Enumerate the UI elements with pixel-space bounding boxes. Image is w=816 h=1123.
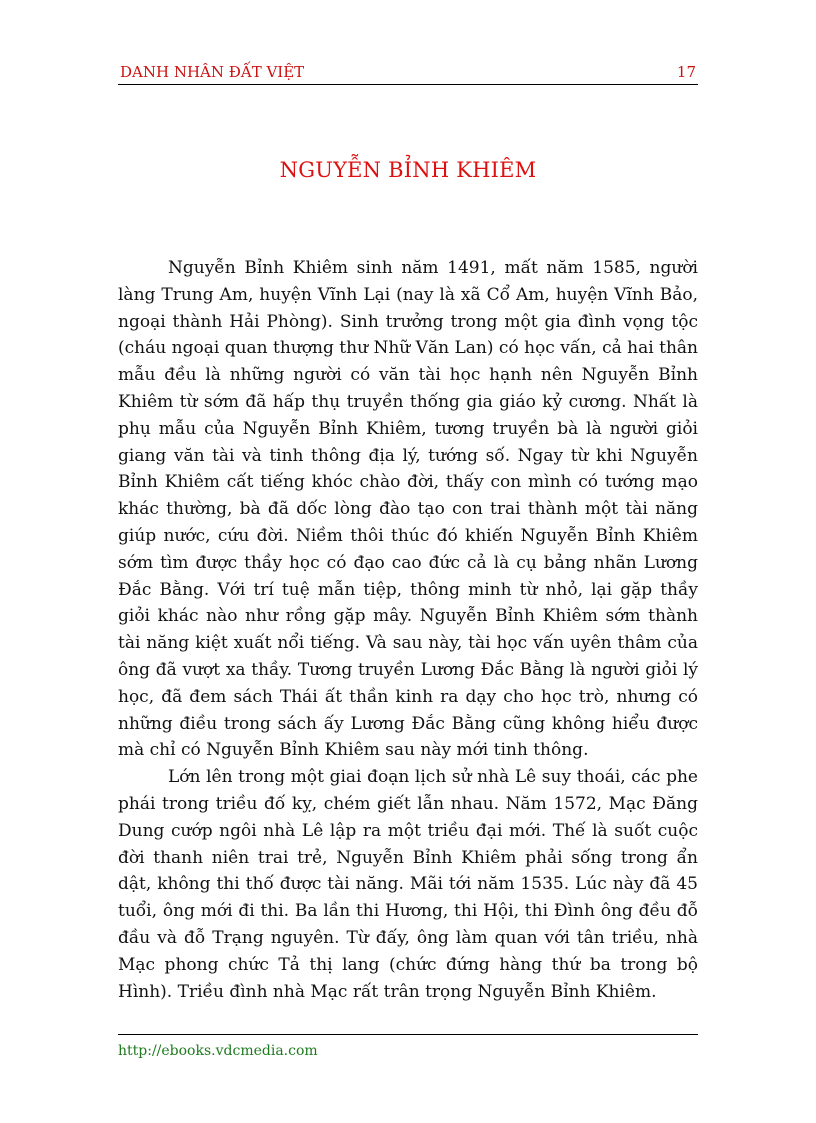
body-text (118, 255, 698, 1005)
page-number: 17 (676, 63, 696, 81)
paragraph-1: Nguyễn Bỉnh Khiêm sinh năm 1491, mất năm 1585, người làng Trung Am, huyện Vĩnh Lại (nay là xã Cổ Am, huyện Vĩnh Bảo, ngoại thành Hải Phòng). Sinh trưởng trong một gia đình vọng tộc (cháu ngoại quan thượng thư Nhữ Văn Lan) có học vấn, cả hai thân mẫu đều là những người có văn tài học hạnh nên Nguyễn Bỉnh Khiêm từ sớm đã hấp thụ truyền thống gia giáo kỷ cương. Nhất là phụ mẫu của Nguyễn Bỉnh Khiêm, tương truyền bà là người giỏi giang văn tài và tinh thông địa lý, tướng số. Ngay từ khi Nguyễn Bỉnh Khiêm cất tiếng khóc chào đời, thấy con mình có tướng mạo khác thường, bà đã dốc lòng đào tạo con trai thành một tài năng giúp nước, cứu đời. Niềm thôi thúc đó khiến Nguyễn Bỉnh Khiêm sớm tìm được thầy học có đạo cao đức cả là cụ bảng nhãn Lương Đắc Bằng. Với trí tuệ mẫn tiệp, thông minh từ nhỏ, lại gặp thầy giỏi khác nào như rồng gặp mây. Nguyễn Bỉnh Khiêm sớm thành tài năng kiệt xuất nổi tiếng. Và sau này, tài học vấn uyên thâm của ông đã vượt xa thầy. Tương truyền Lương Đắc Bằng là người giỏi lý học, đã đem sách Thái ất thần kinh ra dạy cho học trò, nhưng có những điều trong sách ấy Lương Đắc Bằng cũng không hiểu được mà chỉ có Nguyễn Bỉnh Khiêm sau này mới tinh thông. (118, 258, 698, 761)
footer-divider (118, 1034, 698, 1035)
header-book-title: DANH NHÂN ĐẤT VIỆT (120, 63, 305, 81)
chapter-title: NGUYỄN BỈNH KHIÊM (279, 158, 537, 182)
footer-link[interactable]: http://ebooks.vdcmedia.com (118, 1043, 318, 1059)
running-header (118, 62, 698, 85)
paragraph-2: Lớn lên trong một giai đoạn lịch sử nhà Lê suy thoái, các phe phái trong triều đố kỵ, chém giết lẫn nhau. Năm 1572, Mạc Đăng Dung cướp ngôi nhà Lê lập ra một triều đại mới. Thế là suốt cuộc đời thanh niên trai trẻ, Nguyễn Bỉnh Khiêm phải sống trong ẩn dật, không thi thố được tài năng. Mãi tới năm 1535. Lúc này đã 45 tuổi, ông mới đi thi. Ba lần thi Hương, thi Hội, thi Đình ông đều đỗ đầu và đỗ Trạng nguyên. Từ đấy, ông làm quan với tân triều, nhà Mạc phong chức Tả thị lang (chức đứng hàng thứ ba trong bộ Hình). Triều đình nhà Mạc rất trân trọng Nguyễn Bỉnh Khiêm. (118, 767, 698, 1002)
